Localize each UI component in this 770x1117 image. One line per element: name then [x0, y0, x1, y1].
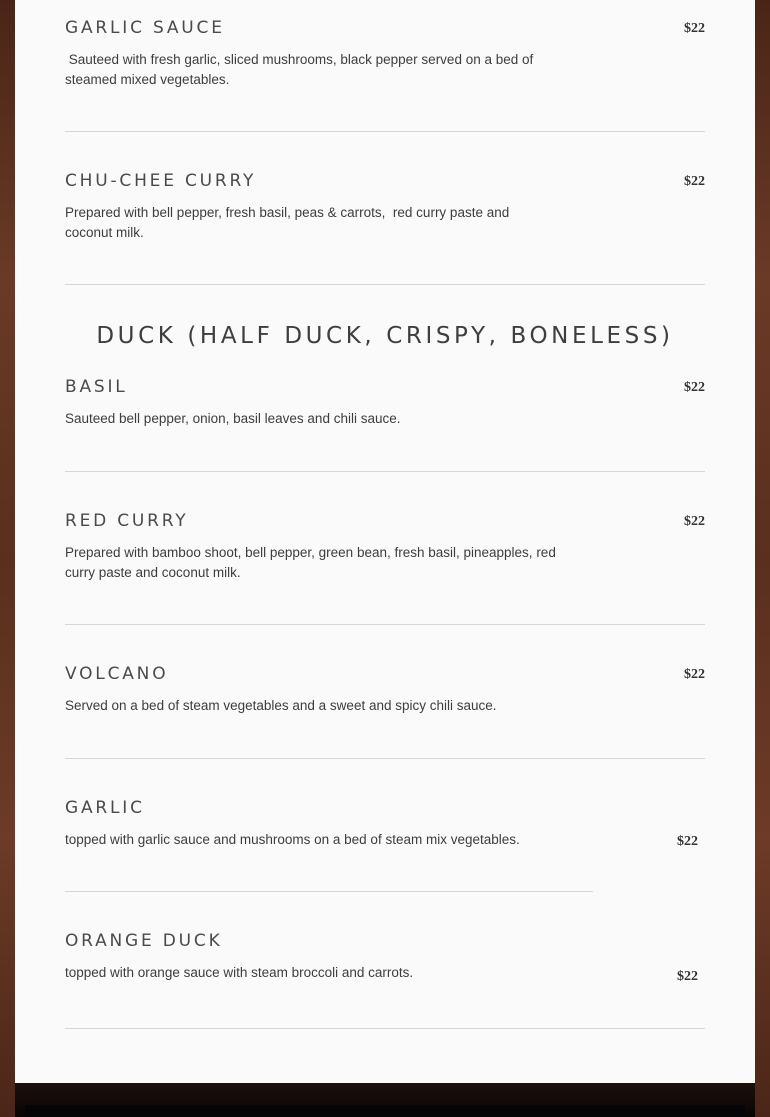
menu-item-description: Served on a bed of steam vegetables and a sweet and spicy chili sauce.	[65, 698, 497, 713]
footer-bar-inner	[25, 1105, 745, 1117]
menu-item-name: BASIL	[65, 377, 128, 397]
menu-item-name: RED CURRY	[65, 511, 189, 531]
section-title: DUCK (HALF DUCK, CRISPY, BONELESS)	[96, 323, 674, 349]
menu-item-price: $22	[684, 380, 705, 395]
divider	[65, 284, 705, 285]
divider	[65, 624, 705, 625]
menu-item-description: Sauteed bell pepper, onion, basil leaves and chili sauce.	[65, 411, 401, 426]
menu-item-name: GARLIC	[65, 798, 145, 818]
menu-item-price: $22	[684, 514, 705, 529]
menu-item-name: ORANGE DUCK	[65, 931, 223, 951]
divider	[65, 891, 593, 892]
menu-item-description: topped with garlic sauce and mushrooms on a bed of steam mix vegetables.	[65, 832, 520, 847]
menu-item-name: GARLIC SAUCE	[65, 18, 225, 38]
wood-border-left	[0, 0, 15, 1117]
divider	[65, 471, 705, 472]
menu-item-description: Prepared with bamboo shoot, bell pepper, green bean, fresh basil, pineapples, red curry paste and coconut milk.	[65, 545, 560, 580]
menu-item-price: $22	[677, 834, 698, 849]
menu-item-description: topped with orange sauce with steam broccoli and carrots.	[65, 965, 414, 980]
menu-item-description: Sauteed with fresh garlic, sliced mushrooms, black pepper served on a bed of steamed mixed vegetables.	[65, 52, 538, 87]
menu-item-name: CHU-CHEE CURRY	[65, 171, 257, 191]
menu-item-price: $22	[684, 667, 705, 682]
divider	[65, 758, 705, 759]
menu-item-name: VOLCANO	[65, 664, 169, 684]
menu-item-price: $22	[684, 21, 705, 36]
wood-border-right	[755, 0, 770, 1117]
divider	[65, 1028, 705, 1029]
menu-item-price: $22	[677, 969, 698, 984]
menu-item-price: $22	[684, 174, 705, 189]
divider	[65, 131, 705, 132]
menu-item-description: Prepared with bell pepper, fresh basil, peas & carrots, red curry paste and coconut milk.	[65, 205, 513, 240]
footer-bar	[15, 1083, 755, 1117]
menu-page	[15, 0, 755, 1083]
